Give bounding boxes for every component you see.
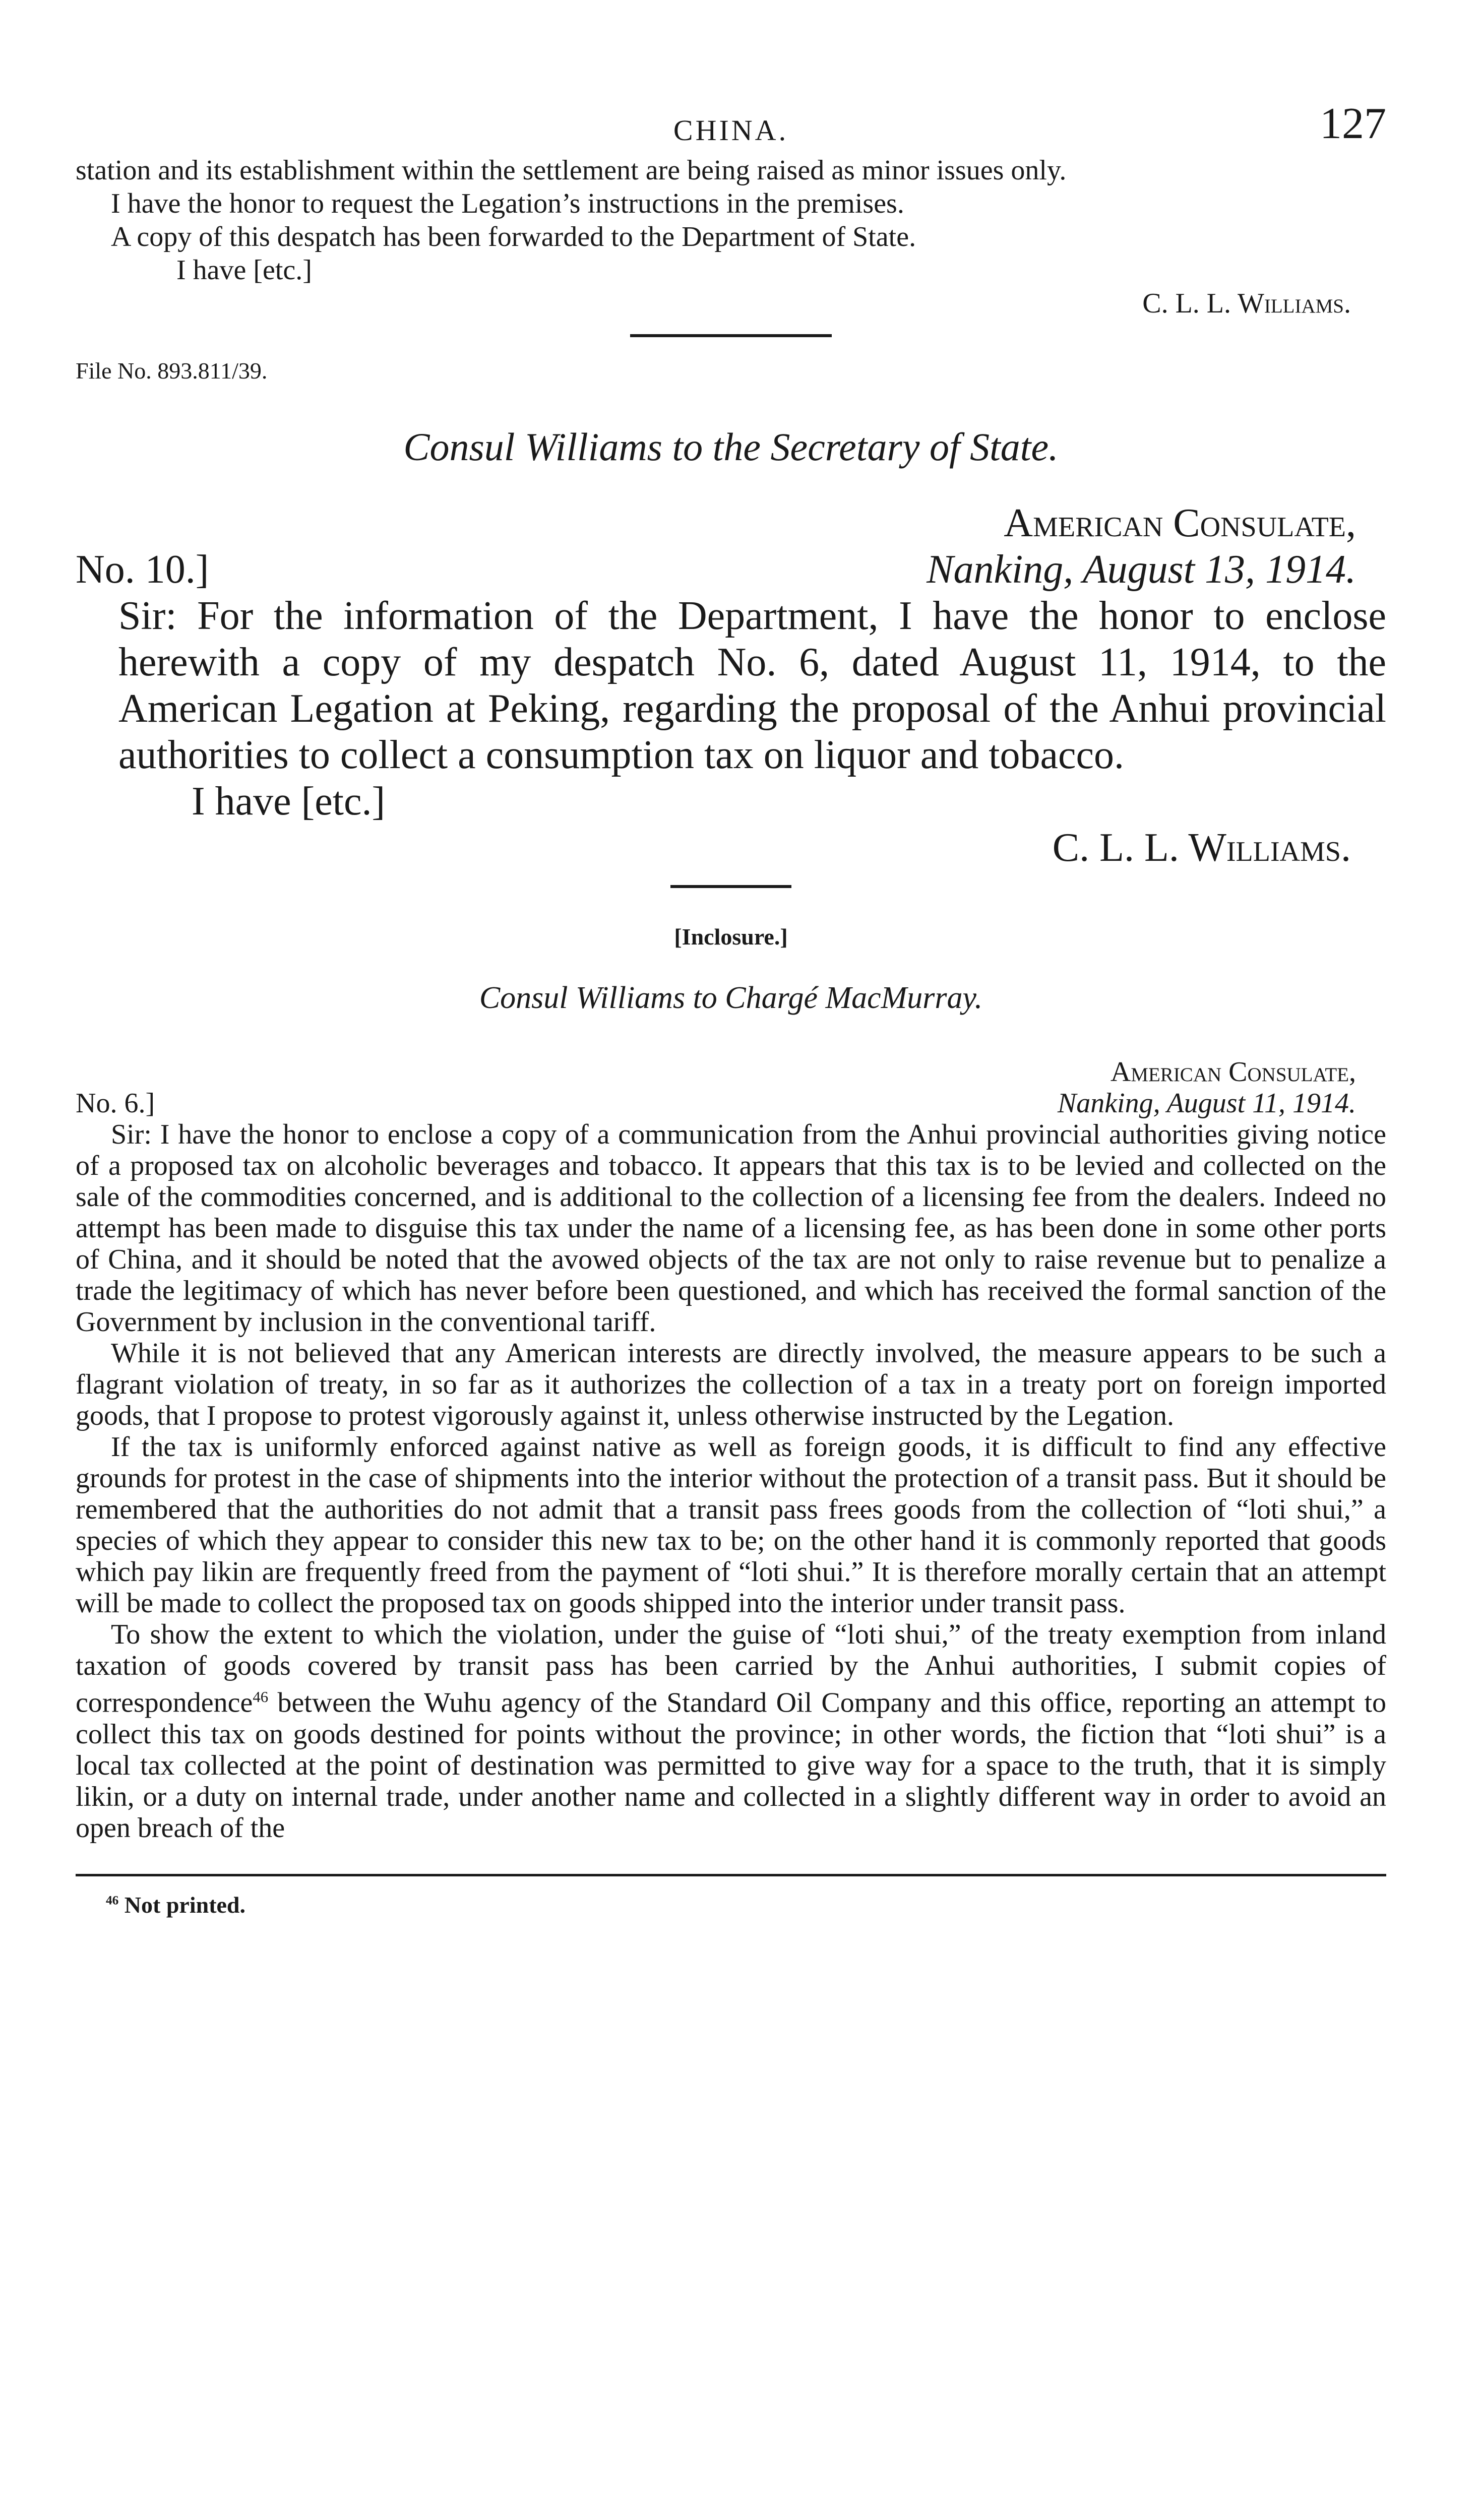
letter2-paragraph-2: While it is not believed that any American interests are directly involved, the measure appears to be such a flagrant violation of treaty, in so far as it authorizes the collection of a tax in a treaty port on foreign imported goods, that I propose to protest vigorously against it, unless otherwise instructed by the Legation. (76, 1338, 1386, 1431)
letter2-address-line (76, 1088, 1386, 1119)
letter2-number: No. 6.] (76, 1088, 155, 1119)
letter2-p4-before: To show the extent to which the violation, under the guise of “loti shui,” of the treaty exemption from inland taxation of goods covered by transit pass has been carried by the Anhui authorities, I submit copies of correspondence (76, 1619, 1386, 1719)
section-divider (630, 334, 832, 337)
letter2-place-date: Nanking, August 11, 1914. (1057, 1088, 1356, 1119)
footnote-divider (76, 1874, 1386, 1876)
section-divider-2 (670, 885, 791, 888)
footnote-ref: 46 (253, 1688, 269, 1706)
footnote-text: Not printed. (118, 1892, 246, 1918)
running-head (76, 93, 1386, 154)
file-number: File No. 893.811/39. (76, 358, 268, 384)
inclosure-label: [Inclosure.] (674, 924, 788, 950)
letter2 (76, 1056, 1386, 1844)
letter2-paragraph-1: Sir: I have the honor to enclose a copy of a communication from the Anhui provincial authorities giving notice of a proposed tax on alcoholic beverages and tobacco. It appears that this tax is to be levied and collected on the sale of the commodities concerned, and is additional to the collection of a licensing fee from the dealers. Indeed no attempt has been made to disguise this tax under the name of a licensing fee, as has been done in some other ports of China, and it should be noted that the avowed objects of the tax are not only to raise revenue but to penalize a trade the legitimacy of which has never before been questioned, and which has received the formal sanction of the Government by inclusion in the conventional tariff. (76, 1119, 1386, 1338)
letter1 (76, 500, 1386, 871)
intro-line-2: I have the honor to request the Legation’s instructions in the premises. (111, 188, 904, 219)
letter1-number: No. 10.] (76, 547, 209, 592)
letter2-heading: Consul Williams to Chargé MacMurray. (479, 981, 983, 1015)
intro-line-3: A copy of this despatch has been forwarded to the Department of State. (111, 221, 916, 253)
letter1-closing: I have [etc.] (192, 779, 386, 824)
intro-closing: I have [etc.] (176, 255, 312, 286)
letter2-consulate: American Consulate, (1110, 1056, 1356, 1088)
intro-block (76, 154, 1386, 320)
intro-line-1: station and its establishment within the settlement are being raised as minor issues only. (76, 155, 1067, 186)
letter2-paragraph-4 (76, 1619, 1386, 1844)
document-page (76, 93, 1386, 1918)
footnote-number: 46 (106, 1893, 119, 1908)
letter1-signature: C. L. L. Williams. (1052, 826, 1351, 870)
letter2-paragraph-3: If the tax is uniformly enforced against native as well as foreign goods, it is difficult to find any effective grounds for protest in the case of shipments into the interior without the protection of a transit pass. But it should be remembered that the authorities do not admit that a transit pass frees goods from the collection of “loti shui,” a species of which they appear to consider this new tax to be; on the other hand it is commonly reported that goods which pay likin are frequently freed from the payment of “loti shui.” It is therefore morally certain that an attempt will be made to collect the proposed tax on goods shipped into the interior under transit pass. (76, 1431, 1386, 1619)
page-number: 127 (1320, 99, 1386, 148)
footnote (76, 1892, 1386, 1918)
letter1-consulate: American Consulate, (1004, 501, 1356, 545)
letter2-p4-after: between the Wuhu agency of the Standard Oil Company and this office, reporting an attempt to collect this tax on goods destined for points without the province; in other words, the fiction that “loti shui” is a local tax collected at the point of destination was permitted to give way for a space to the truth, that it is simply likin, or a duty on internal trade, under another name and collected in a slightly different way in order to avoid an open breach of the (76, 1687, 1386, 1844)
letter1-place-date: Nanking, August 13, 1914. (927, 547, 1356, 592)
intro-signature: C. L. L. Williams. (1142, 288, 1351, 319)
letter1-heading: Consul Williams to the Secretary of State. (403, 425, 1059, 469)
letter1-address-line (76, 546, 1386, 593)
running-title: CHINA. (673, 114, 789, 147)
letter1-body: Sir: For the information of the Department, I have the honor to enclose herewith a copy of my despatch No. 6, dated August 11, 1914, to the American Legation at Peking, regarding the proposal of the Anhui provincial authorities to collect a consumption tax on liquor and tobacco. (118, 594, 1386, 777)
